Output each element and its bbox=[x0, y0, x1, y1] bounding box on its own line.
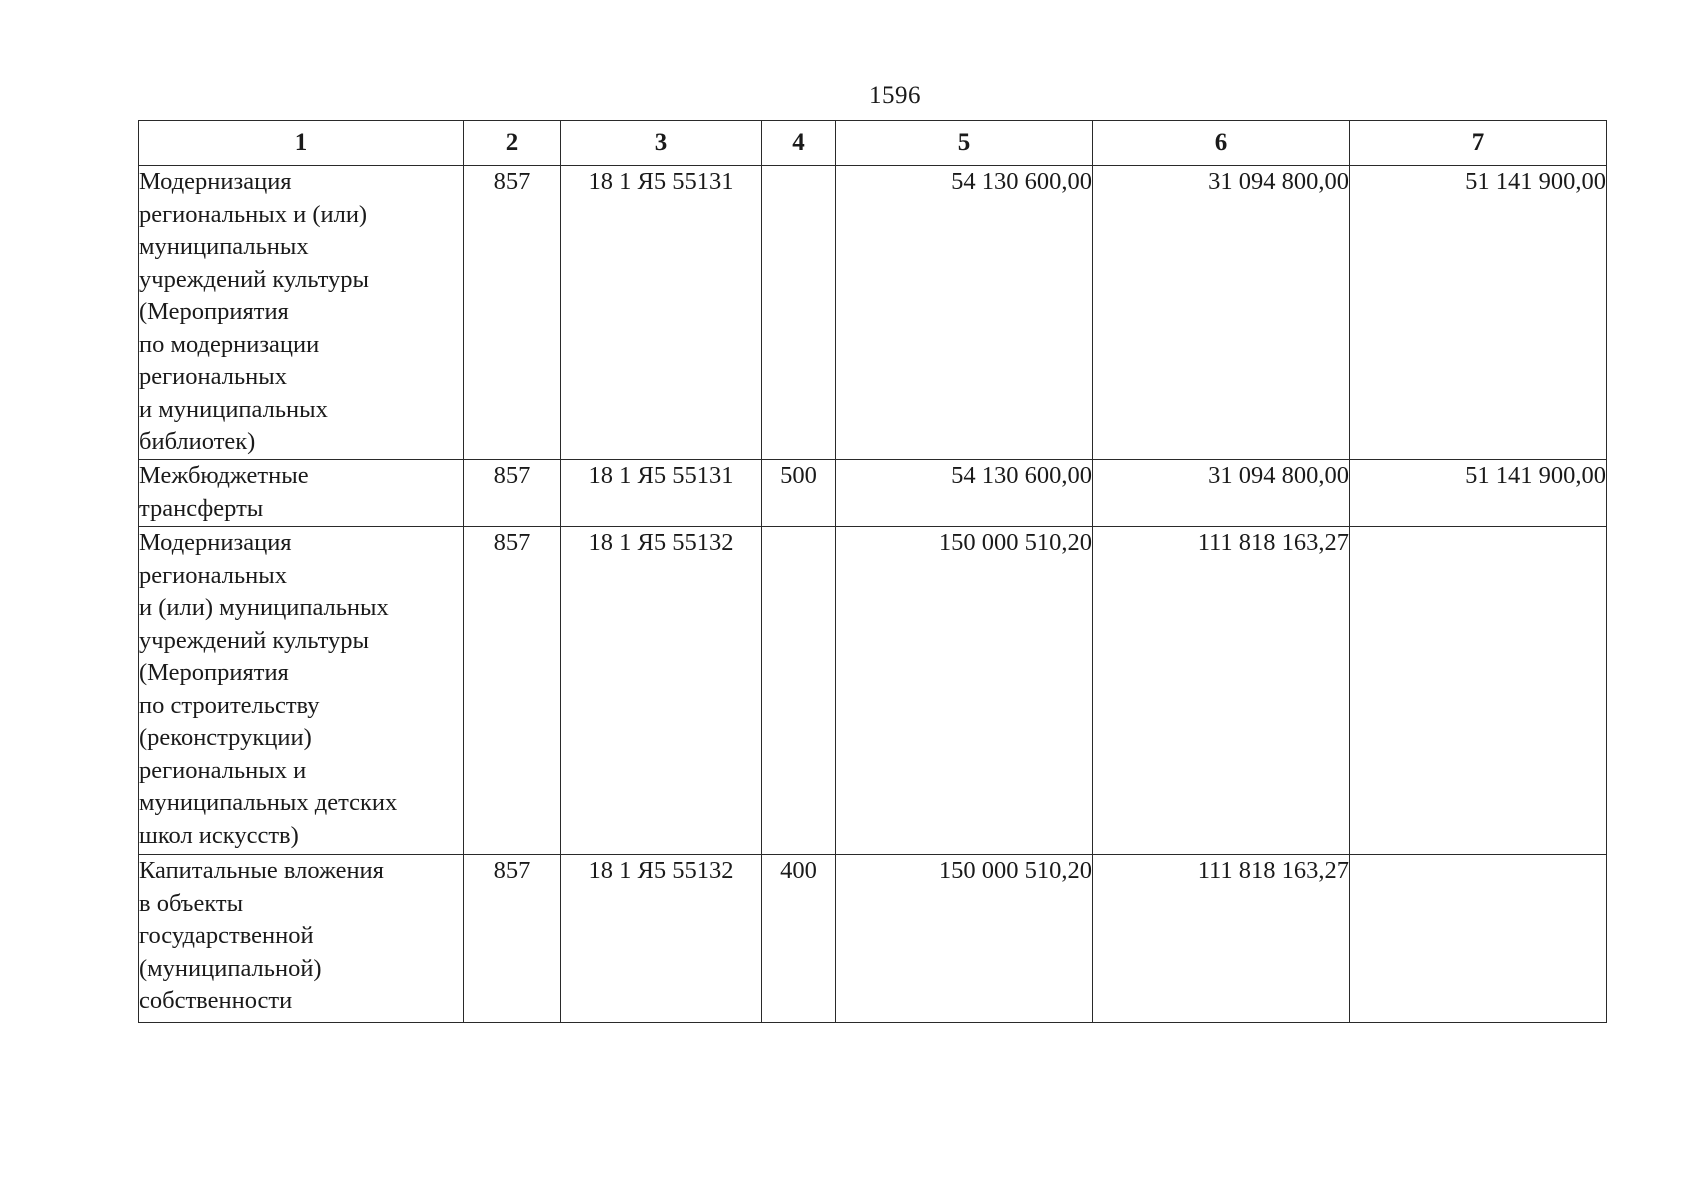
row-name-line: муниципальных bbox=[139, 233, 309, 260]
row-name-line: и муниципальных bbox=[139, 395, 328, 423]
department-code-cell: 857 bbox=[464, 855, 561, 1023]
row-name-line: Модернизация bbox=[139, 168, 292, 195]
row-name-line: учреждений культуры bbox=[139, 626, 369, 654]
amount-col6-cell: 111 818 163,27 bbox=[1093, 527, 1350, 855]
table-row bbox=[139, 527, 1607, 855]
column-header-4: 4 bbox=[762, 121, 836, 166]
row-name-line: (муниципальной) bbox=[139, 954, 322, 982]
row-name-line: учреждений культуры bbox=[139, 265, 369, 293]
row-name-line: (Мероприятия bbox=[139, 659, 289, 686]
row-name-line: региональных и (или) bbox=[139, 200, 368, 228]
amount-col5-cell: 54 130 600,00 bbox=[836, 166, 1093, 460]
table-row bbox=[139, 460, 1607, 527]
row-name-cell bbox=[139, 855, 464, 1023]
page-number: 1596 bbox=[869, 82, 921, 109]
column-header-7: 7 bbox=[1350, 121, 1607, 166]
row-name-line: собственности bbox=[139, 987, 293, 1014]
row-name-line: в объекты bbox=[139, 889, 244, 917]
budget-table bbox=[138, 120, 1607, 1023]
target-article-cell: 18 1 Я5 55131 bbox=[561, 460, 762, 527]
row-name-line: государственной bbox=[139, 922, 314, 949]
column-header-1: 1 bbox=[139, 121, 464, 166]
department-code-cell: 857 bbox=[464, 527, 561, 855]
row-name-cell bbox=[139, 166, 464, 460]
row-name-line: Модернизация bbox=[139, 529, 292, 556]
amount-col5-cell: 54 130 600,00 bbox=[836, 460, 1093, 527]
row-name-line: трансферты bbox=[139, 494, 264, 522]
amount-col5-cell: 150 000 510,20 bbox=[836, 855, 1093, 1023]
expense-type-cell bbox=[762, 527, 836, 855]
table-row bbox=[139, 166, 1607, 460]
expense-type-cell: 500 bbox=[762, 460, 836, 527]
row-name-line: по модернизации bbox=[139, 330, 320, 358]
department-code-cell: 857 bbox=[464, 460, 561, 527]
row-name-line: региональных bbox=[139, 363, 287, 390]
row-name-line: региональных и bbox=[139, 756, 307, 784]
row-name-line: школ искусств) bbox=[139, 821, 299, 849]
target-article-cell: 18 1 Я5 55132 bbox=[561, 527, 762, 855]
amount-col7-cell: 51 141 900,00 bbox=[1350, 460, 1607, 527]
row-name-line: по строительству bbox=[139, 691, 320, 719]
expense-type-cell: 400 bbox=[762, 855, 836, 1023]
row-name-cell bbox=[139, 527, 464, 855]
column-header-3: 3 bbox=[561, 121, 762, 166]
row-name-line: (реконструкции) bbox=[139, 724, 312, 751]
column-header-5: 5 bbox=[836, 121, 1093, 166]
amount-col6-cell: 31 094 800,00 bbox=[1093, 166, 1350, 460]
table-row bbox=[139, 855, 1607, 1023]
amount-col7-cell bbox=[1350, 527, 1607, 855]
amount-col7-cell: 51 141 900,00 bbox=[1350, 166, 1607, 460]
row-name-cell bbox=[139, 460, 464, 527]
row-name-line: муниципальных детских bbox=[139, 789, 398, 816]
amount-col6-cell: 111 818 163,27 bbox=[1093, 855, 1350, 1023]
amount-col7-cell bbox=[1350, 855, 1607, 1023]
row-name-line: Капитальные вложения bbox=[139, 857, 384, 884]
target-article-cell: 18 1 Я5 55132 bbox=[561, 855, 762, 1023]
column-header-6: 6 bbox=[1093, 121, 1350, 166]
column-header-2: 2 bbox=[464, 121, 561, 166]
target-article-cell: 18 1 Я5 55131 bbox=[561, 166, 762, 460]
department-code-cell: 857 bbox=[464, 166, 561, 460]
row-name-line: (Мероприятия bbox=[139, 298, 289, 325]
row-name-line: и (или) муниципальных bbox=[139, 594, 389, 621]
row-name-line: региональных bbox=[139, 561, 287, 589]
amount-col6-cell: 31 094 800,00 bbox=[1093, 460, 1350, 527]
table-header-row bbox=[139, 121, 1607, 166]
row-name-line: библиотек) bbox=[139, 428, 256, 455]
amount-col5-cell: 150 000 510,20 bbox=[836, 527, 1093, 855]
expense-type-cell bbox=[762, 166, 836, 460]
row-name-line: Межбюджетные bbox=[139, 462, 309, 489]
